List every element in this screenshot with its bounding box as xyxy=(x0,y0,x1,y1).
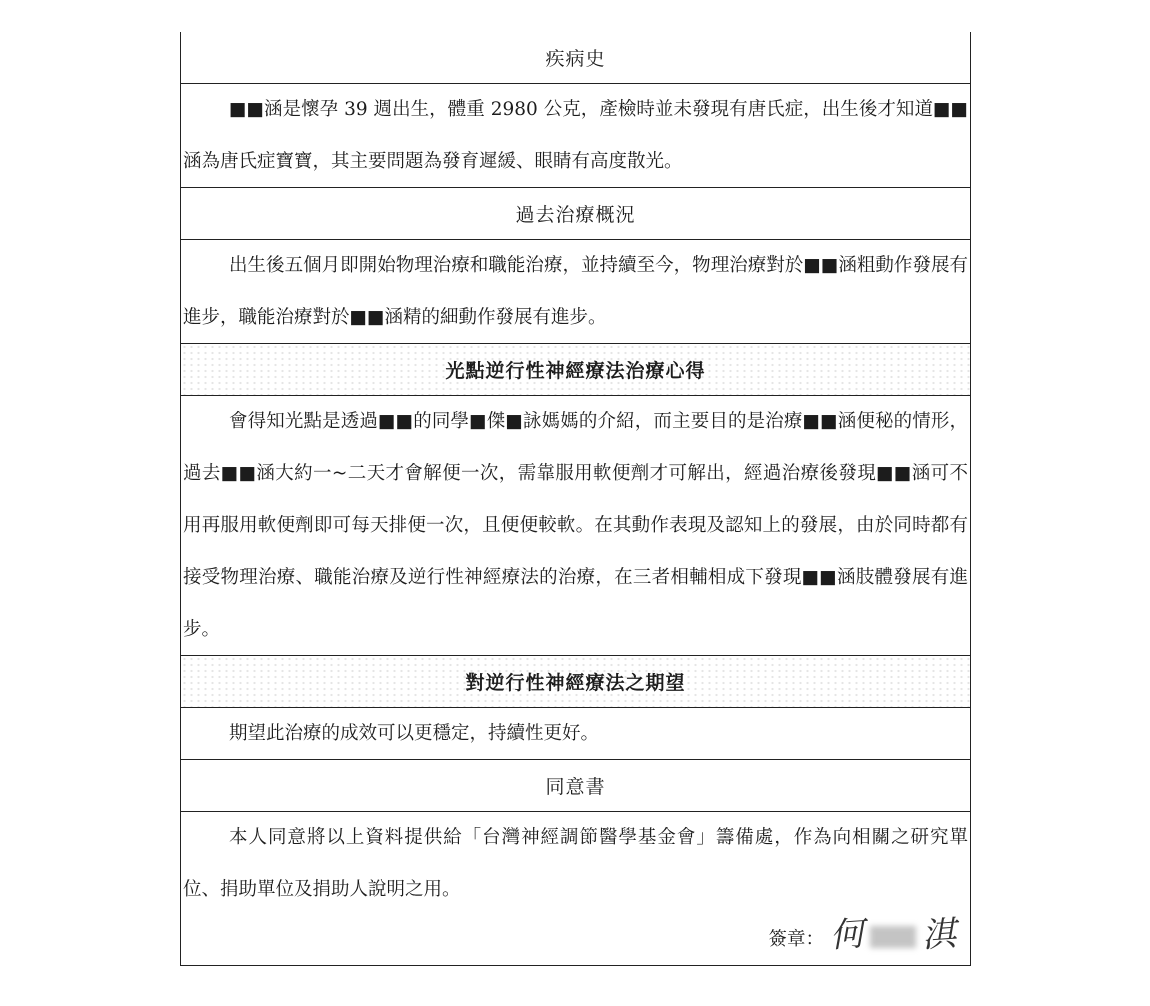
paragraph-medical-history xyxy=(181,84,970,188)
paragraph-treatment-experience xyxy=(181,396,970,656)
paragraph-expectation xyxy=(181,708,970,760)
heading-text: 同意書 xyxy=(545,776,606,798)
heading-text: 對逆行性神經療法之期望 xyxy=(465,672,686,694)
heading-consent xyxy=(181,760,970,812)
paragraph-past-treatment xyxy=(181,240,970,344)
signature-mark-last: 淇 xyxy=(920,913,958,957)
heading-text: 疾病史 xyxy=(545,48,606,70)
paragraph-text: 期望此治療的成效可以更穩定，持續性更好。 xyxy=(229,723,600,744)
paragraph-text: 本人同意將以上資料提供給「台灣神經調節醫學基金會」籌備處，作為向相關之研究單位、捐助單位及捐助人說明之用。 xyxy=(183,827,968,900)
signature-mark-first: 何 xyxy=(828,913,866,957)
document-form xyxy=(180,32,971,966)
paragraph-text: ■■涵是懷孕 39 週出生，體重 2980 公克，產檢時並未發現有唐氏症，出生後才知道■■涵為唐氏症寶寶，其主要問題為發育遲緩、眼睛有高度散光。 xyxy=(183,99,968,172)
signature-block xyxy=(768,913,958,957)
paragraph-text: 會得知光點是透過■■的同學■傑■詠媽媽的介紹，而主要目的是治療■■涵便秘的情形，過去■■涵大約一~二天才會解便一次，需靠服用軟便劑才可解出，經過治療後發現■■涵可不用再服用軟便劑即可每天排便一次，且便便較軟。在其動作表現及認知上的發展，由於同時都有接受物理治療、職能治療及逆行性神經療法的治療，在三者相輔相成下發現■■涵肢體發展有進步。 xyxy=(183,411,968,640)
paragraph-consent xyxy=(181,812,970,966)
heading-medical-history xyxy=(181,32,970,84)
paragraph-text: 出生後五個月即開始物理治療和職能治療，並持續至今，物理治療對於■■涵粗動作發展有進步，職能治療對於■■涵精的細動作發展有進步。 xyxy=(183,255,968,328)
signature-label: 簽章： xyxy=(768,929,824,950)
heading-text: 過去治療概況 xyxy=(515,204,636,226)
heading-treatment-experience xyxy=(181,344,970,396)
heading-expectation xyxy=(181,656,970,708)
heading-text: 光點逆行性神經療法治療心得 xyxy=(445,360,706,382)
heading-past-treatment xyxy=(181,188,970,240)
redacted-signature xyxy=(870,926,916,948)
